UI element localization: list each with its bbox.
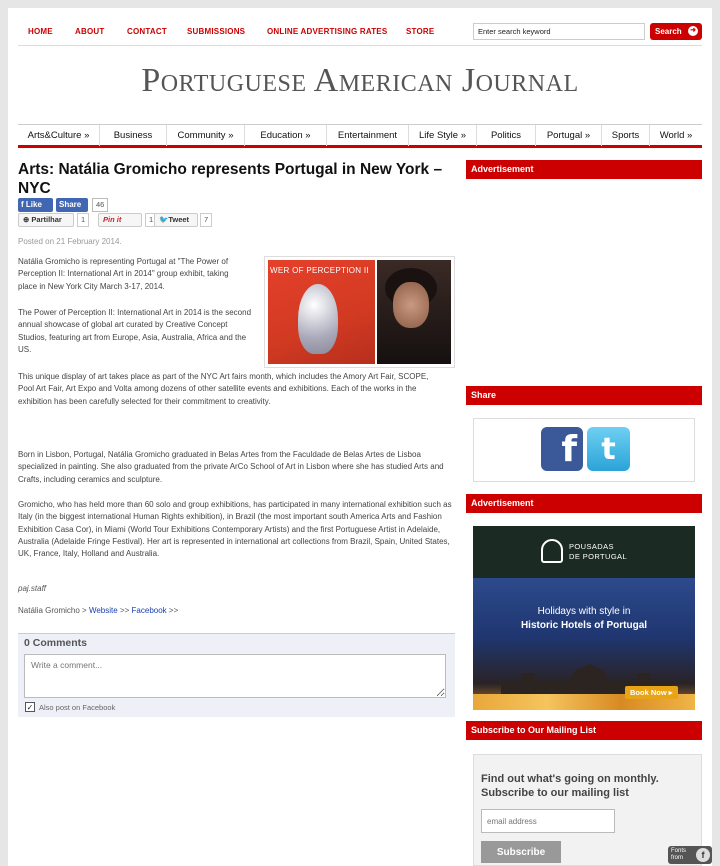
link-separator: >> <box>168 606 179 615</box>
search-button-label: Search <box>655 27 682 36</box>
mailing-heading: Find out what's going on monthly. Subscribe to our mailing list <box>481 773 659 799</box>
partilhar-count: 1 <box>77 213 89 227</box>
brand-line-1: POUSADAS <box>569 542 614 551</box>
arrow-right-icon: ➜ <box>688 26 698 36</box>
link-separator: >> <box>119 606 130 615</box>
nav-advertising-rates[interactable]: ONLINE ADVERTISING RATES <box>267 27 388 36</box>
nav-sports[interactable]: Sports <box>602 125 650 146</box>
badge-line-1: Fonts <box>671 848 687 854</box>
article-title: Arts: Natália Gromicho represents Portugal in New York – NYC <box>18 161 443 197</box>
nav-community[interactable]: Community » <box>167 125 245 146</box>
exhibition-poster <box>268 260 375 364</box>
tweet-count: 7 <box>200 213 212 227</box>
search-button[interactable] <box>650 23 702 40</box>
article-image[interactable] <box>264 256 455 368</box>
facebook-count: 46 <box>92 198 108 212</box>
artist-name: Natália Gromicho <box>18 606 80 615</box>
nav-submissions[interactable]: SUBMISSIONS <box>187 27 246 36</box>
brand-line-2: DE PORTUGAL <box>569 552 628 561</box>
sculpture-shape <box>298 284 338 354</box>
paragraph-5: Gromicho, who has held more than 60 solo and group exhibitions, has participated in many international exhibition such as Italy (in the biggest international Human Rights exhibition), in Brazil (the most important south America Arts and Fashion Exhibition Casa Cor), in Miami (World Tour Exhibitions Contemporary Artists) and the first Portuguese Artist in Adelaide, Australia (Adelaide Fringe Festival). Her art is represented in international art collections from Brazil, Spain, United States, UK, France, Italy, Holland and Australia. <box>18 500 452 559</box>
share-icon: ⊕ <box>23 215 30 224</box>
poster-text: WER OF PERCEPTION II <box>270 266 369 275</box>
comment-input[interactable] <box>24 654 446 698</box>
nav-politics[interactable]: Politics <box>477 125 536 146</box>
nav-arts-culture[interactable]: Arts&Culture » <box>18 125 100 146</box>
artist-face <box>393 282 429 328</box>
nav-contact[interactable]: CONTACT <box>127 27 167 36</box>
post-to-facebook-label: Also post on Facebook <box>39 703 116 712</box>
partilhar-label: Partilhar <box>31 215 62 224</box>
font-logo-icon: f <box>696 848 710 862</box>
pousadas-ad[interactable] <box>473 526 695 710</box>
artist-links <box>18 606 178 615</box>
website-link[interactable]: Website <box>88 606 118 615</box>
paragraph-1: Natália Gromicho is representing Portugal at "The Power of Perception II: International Art in 2014" group exhibit, taking place in New York City March 3-17, 2014. <box>18 257 229 291</box>
pinit-count: 1 <box>145 213 157 227</box>
nav-entertainment[interactable]: Entertainment <box>327 125 409 146</box>
twitter-icon[interactable]: t <box>587 427 630 471</box>
share-box <box>473 418 695 482</box>
twitter-bird-icon: 🐦 <box>159 215 169 224</box>
partilhar-button[interactable] <box>18 213 74 227</box>
nav-education[interactable]: Education » <box>245 125 327 146</box>
comments-header: 0 Comments <box>24 637 88 649</box>
post-date: Posted on 21 February 2014. <box>18 237 122 246</box>
facebook-icon[interactable]: f <box>541 427 583 471</box>
pousadas-banner-top <box>473 526 695 578</box>
tweet-button[interactable] <box>154 213 198 227</box>
nav-about[interactable]: ABOUT <box>75 27 105 36</box>
site-logo[interactable]: Portuguese American Journal <box>141 62 579 99</box>
post-to-facebook-checkbox[interactable]: ✓ <box>26 703 34 712</box>
facebook-link[interactable]: Facebook <box>131 606 167 615</box>
ad-line-1: Holidays with style in <box>537 606 631 617</box>
nav-world[interactable]: World » <box>659 130 693 141</box>
fonts-badge[interactable] <box>668 846 712 864</box>
nav-life-style[interactable]: Life Style » <box>409 125 477 146</box>
share-header: Share <box>466 386 702 405</box>
main-nav <box>18 124 702 148</box>
ad-line-2: Historic Hotels of Portugal <box>520 620 648 631</box>
nav-store[interactable]: STORE <box>406 27 435 36</box>
subscribe-button[interactable]: Subscribe <box>481 841 561 863</box>
facebook-like-button[interactable]: f Like <box>18 198 53 212</box>
email-field[interactable] <box>481 809 615 833</box>
mailing-list-header: Subscribe to Our Mailing List <box>466 721 702 740</box>
pinit-button[interactable]: Pin it <box>98 213 142 227</box>
facebook-share-button[interactable]: Share <box>56 198 88 212</box>
badge-line-2: from <box>671 855 683 861</box>
nav-business[interactable]: Business <box>100 125 167 146</box>
search-input[interactable] <box>473 23 645 40</box>
pousadas-brand <box>569 542 627 562</box>
pousadas-logo-icon <box>541 539 563 563</box>
advertisement-header: Advertisement <box>466 160 702 179</box>
paragraph-4: Born in Lisbon, Portugal, Natália Gromicho graduated in Belas Artes from the Faculdade de Belas Artes de Lisboa specialized in painting. She also graduated from the private ArCo School of Art in Lisbon where she has studied Arts and Crafts, including ceramics and sculpture. <box>18 450 444 484</box>
paragraph-2: The Power of Perception II: International Art in 2014 is the second annual showcase of global art curated by Creative Concept Studios, featuring art from Europe, Asia, Australia, Africa and the US. <box>18 308 252 354</box>
paragraph-3: This unique display of art takes place as part of the NYC Art fairs month, which includes the Amory Art Fair, SCOPE, Pool Art Fair, Art Expo and Volta among dozens of other satellite events and exhibitions. Each of the works in the exhibition has been carefully selected for their commitment to creativity. <box>18 372 429 406</box>
tweet-label: Tweet <box>168 215 190 224</box>
artist-photo <box>377 260 451 364</box>
author-signature: paj.staff <box>18 584 47 593</box>
link-separator: > <box>82 606 87 615</box>
advertisement-header-2: Advertisement <box>466 494 702 513</box>
top-nav <box>18 20 702 46</box>
like-label: Like <box>25 200 42 209</box>
page <box>8 8 712 866</box>
nav-home[interactable]: HOME <box>28 27 53 36</box>
comments-section <box>18 633 455 717</box>
nav-portugal[interactable]: Portugal » <box>536 125 602 146</box>
book-now-button[interactable]: Book Now ▸ <box>625 686 678 699</box>
